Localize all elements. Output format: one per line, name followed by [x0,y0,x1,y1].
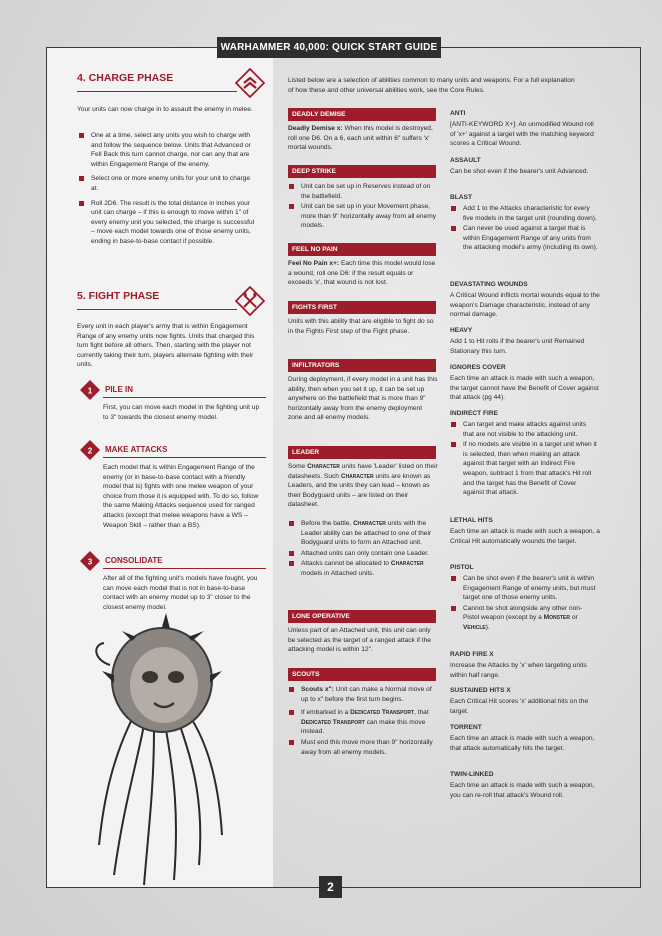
list-item: Unit can be set up in your Movement phase, more than 9" horizontally away from all enemy models. [289,202,437,231]
step-badge-3 [80,551,100,571]
weapon-ability-title: PISTOL [450,564,474,571]
keyword-dedicated-transport: Dedicated Transport [301,718,365,726]
step-title-consolidate: CONSOLIDATE [105,556,163,565]
keyword-character: Character [390,560,424,568]
list-item [289,708,437,737]
keyword-character: Character [307,463,340,470]
fight-phase-heading [77,288,267,318]
page-number: 2 [319,876,342,898]
fight-intro: Every unit in each player's army that is within Engagement Range of any enemy units now fights. Units that charged this turn fight before all others. Then, starting with the player not currently taking their turn, players alternate fighting with their units. [77,323,255,369]
blast-bullets [451,204,598,258]
leader-text: models in Attached units. [301,569,375,577]
step-text-pile-in: First, you can move each model in the fighting unit up to 3" towards the closest enemy model. [103,404,260,421]
keyword-vehicle: Vehicle [463,623,486,631]
charge-chevron-icon [235,68,265,98]
ability-text-deadly-demise [288,124,438,153]
weapon-ability-title: DEVASTATING WOUNDS [450,281,528,288]
weapon-ability-title: HEAVY [450,327,473,334]
step-rule [103,457,266,458]
weapon-ability-title: TWIN-LINKED [450,771,494,778]
weapon-ability-title: RAPID FIRE X [450,651,494,658]
list-item: Select one or more enemy units for your unit to charge at. [79,174,259,193]
leader-bullets [289,519,437,584]
weapon-ability-text: Can be shot even if the bearer's unit Advanced. [450,168,589,175]
weapon-ability-text: Each Critical Hit scores 'x' additional hits on the target. [450,698,589,715]
weapon-ability-title: ASSAULT [450,157,481,164]
weapon-ability-text: Each time an attack is made with such a weapon, that attack automatically hits the target. [450,735,595,752]
pistol-text: Cannot be shot alongside any other non-Pistol weapon (except by a [463,604,583,622]
leader-text: Before the battle, [301,520,352,527]
step-title-pile-in: PILE IN [105,385,134,394]
pistol-text: ). [485,623,490,631]
scouts-bullets [289,685,437,762]
scouts-text: , that [414,709,429,717]
keyword-character: Character [353,520,386,527]
list-item: Can target and make attacks against units that are not visible to the attacking unit. [451,420,598,439]
list-item: Can be shot even if the bearer's unit is within Engagement Range of enemy units, but must target one of those enemy units. [451,574,598,603]
ability-body: When this model is destroyed, roll one D6. On a 6, each unit within 6" suffers 'x' mortal wounds. [288,125,433,152]
weapon-ability-text: Increase the Attacks by 'x' when targeting units within half range. [450,662,587,679]
list-item: Can never be used against a target that is within Engagement Range of any units from the attacking model's army (including its own). [451,224,598,253]
step-text-make-attacks: Each model that is within Engagement Range of the enemy (or in base-to-base contact with a friendly model that is) fights with one melee weapon of your choice from those it is equipped with. To do so, follow the same Making Attacks sequence used for ranged attacks (except that melee weapons have a WS – Weapon Skill – rather than a BS). [103,464,259,529]
ability-text-fights-first: Units with this ability that are eligible to fight do so in the Fights First step of the Fight phase. [288,318,434,335]
ability-body: Each time this model would lose a wound, roll one D6: if the result equals or exceeds 'x', that wound is not lost. [288,260,436,287]
list-item [289,685,437,704]
list-item: Must end this move more than 9" horizontally away from all enemy models. [289,738,437,757]
weapon-ability-title: TORRENT [450,724,482,731]
ability-text-feel-no-pain [288,259,438,288]
leader-text: units are known as Leaders, and the units they can lead – known as their Bodyguard units – are listed on their datasheet. [288,472,431,509]
list-item: Roll 2D6. The result is the total distance in inches your unit can charge – if this is enough to move within 1" of every enemy unit you selected, the charge is successful – move each model towards one of those enemy units, ending in base-to-base contact if possible. [79,199,259,247]
list-item: One at a time, select any units you wish to charge with and follow the sequence below. Units that Advanced or Fell Back this turn cannot charge, nor can any that are within Engagement Range of the enemy. [79,131,259,169]
ability-header-lone-operative: LONE OPERATIVE [288,610,436,623]
charge-intro: Your units can now charge in to assault the enemy in melee. [77,106,253,113]
list-item: Attached units can only contain one Leader. [289,549,437,559]
step-number: 1 [87,386,93,396]
charge-phase-heading [77,70,267,100]
ability-header-deadly-demise: DEADLY DEMISE [288,108,436,121]
weapon-ability-text: Each time an attack is made with such a weapon, the target cannot have the Benefit of Cover against that attack (pg 44). [450,375,599,402]
weapon-ability-text: A Critical Wound inflicts mortal wounds equal to the weapon's Damage characteristic, instead of any normal damage. [450,292,600,319]
leader-text: units have 'Leader' listed on their datasheets. Such [288,463,438,480]
pistol-bullets [451,574,598,638]
charge-phase-title: 4. CHARGE PHASE [77,72,174,84]
step-badge-2 [80,440,100,460]
list-item [289,559,437,578]
weapon-ability-title: BLAST [450,194,472,201]
step-title-make-attacks: MAKE ATTACKS [105,445,168,454]
weapon-ability-title: ANTI [450,110,466,117]
weapon-ability-title: IGNORES COVER [450,364,506,371]
deep-strike-bullets [289,182,437,236]
weapon-ability-title: INDIRECT FIRE [450,410,498,417]
step-badge-1 [80,380,100,400]
weapon-ability-title: SUSTAINED HITS X [450,687,511,694]
weapon-ability-text: Add 1 to Hit rolls if the bearer's unit Remained Stationary this turn. [450,338,585,355]
abilities-intro: Listed below are a selection of abilities common to many units and weapons. For a full explanation of how these and other universal abilities work, see the Core Rules. [288,77,575,94]
ability-header-infiltrators: INFILTRATORS [288,359,436,372]
ability-header-scouts: SCOUTS [288,668,436,681]
ability-text-leader [288,462,438,510]
ability-lead: Feel No Pain x+: [288,260,340,267]
list-item: If no models are visible in a target unit when it is selected, then when making an attack against that target with an Indirect Fire weapon, subtract 1 from that attack's Hit roll and the target has the Benefit of Cover against that attack. [451,440,598,498]
ability-lead: Deadly Demise x: [288,125,343,132]
scouts-text: If embarked in a [301,709,349,717]
list-item: Unit can be set up in Reserves instead of on the battlefield. [289,182,437,201]
ability-header-deep-strike: DEEP STRIKE [288,165,436,178]
ability-header-fights-first: FIGHTS FIRST [288,301,436,314]
weapon-ability-text: Each time an attack is made with such a weapon, you can re-roll that attack's Wound roll. [450,782,595,799]
leader-text: units with the Leader ability can be attached to one of their Bodyguard units to form an Attached unit. [301,520,432,547]
ability-header-feel-no-pain: FEEL NO PAIN [288,243,436,256]
step-number: 3 [87,557,93,567]
step-number: 2 [87,446,93,456]
ability-header-leader: LEADER [288,446,436,459]
leader-text: Attacks cannot be allocated to [301,560,389,568]
ability-text-infiltrators: During deployment, if every model in a unit has this ability, then when you set it up, it can be set up anywhere on the battlefield that is more than 9" horizontally away from the enemy deployment zone and all enemy models. [288,376,438,422]
list-item: Add 1 to the Attacks characteristic for every five models in the target unit (rounding down). [451,204,598,223]
keyword-monster: Monster [543,614,570,622]
list-item [289,519,437,548]
weapon-ability-text: [ANTI-KEYWORD X+]: An unmodified Wound roll of 'x+' against a target with the matching keyword scores a Critical Wound. [450,121,594,148]
pistol-text: or [571,614,578,622]
weapon-ability-title: LETHAL HITS [450,517,493,524]
page-header: WARHAMMER 40,000: QUICK START GUIDE [217,37,441,58]
ability-text-lone-operative: Unless part of an Attached unit, this unit can only be selected as the target of a ranged attack if the attacking model is within 12". [288,627,431,654]
scouts-text: can make this move instead. [301,718,426,736]
keyword-character: Character [340,472,374,480]
keyword-dedicated-transport: Dedicated Transport [350,709,414,717]
weapon-ability-text: Each time an attack is made with such a weapon, a Critical Hit automatically wounds the target. [450,528,600,545]
charge-bullets [79,131,259,252]
crossed-axes-icon [235,286,265,316]
charge-phase-rule [77,91,237,92]
step-rule [103,568,266,569]
servo-skull-illustration [84,605,234,887]
step-rule [103,397,266,398]
list-item [451,604,598,633]
scouts-text: Unit can make a Normal move of up to x" before the first turn begins. [301,686,432,703]
step-text-consolidate: After all of the fighting unit's models have fought, you can move each model that is not in base-to-base contact with an enemy model up to 3" closer to the closest enemy model. [103,575,258,611]
indirect-fire-bullets [451,420,598,503]
leader-text: Some [288,463,306,470]
ability-lead: Scouts x": [301,686,334,693]
fight-phase-title: 5. FIGHT PHASE [77,290,160,302]
fight-phase-rule [77,309,237,310]
